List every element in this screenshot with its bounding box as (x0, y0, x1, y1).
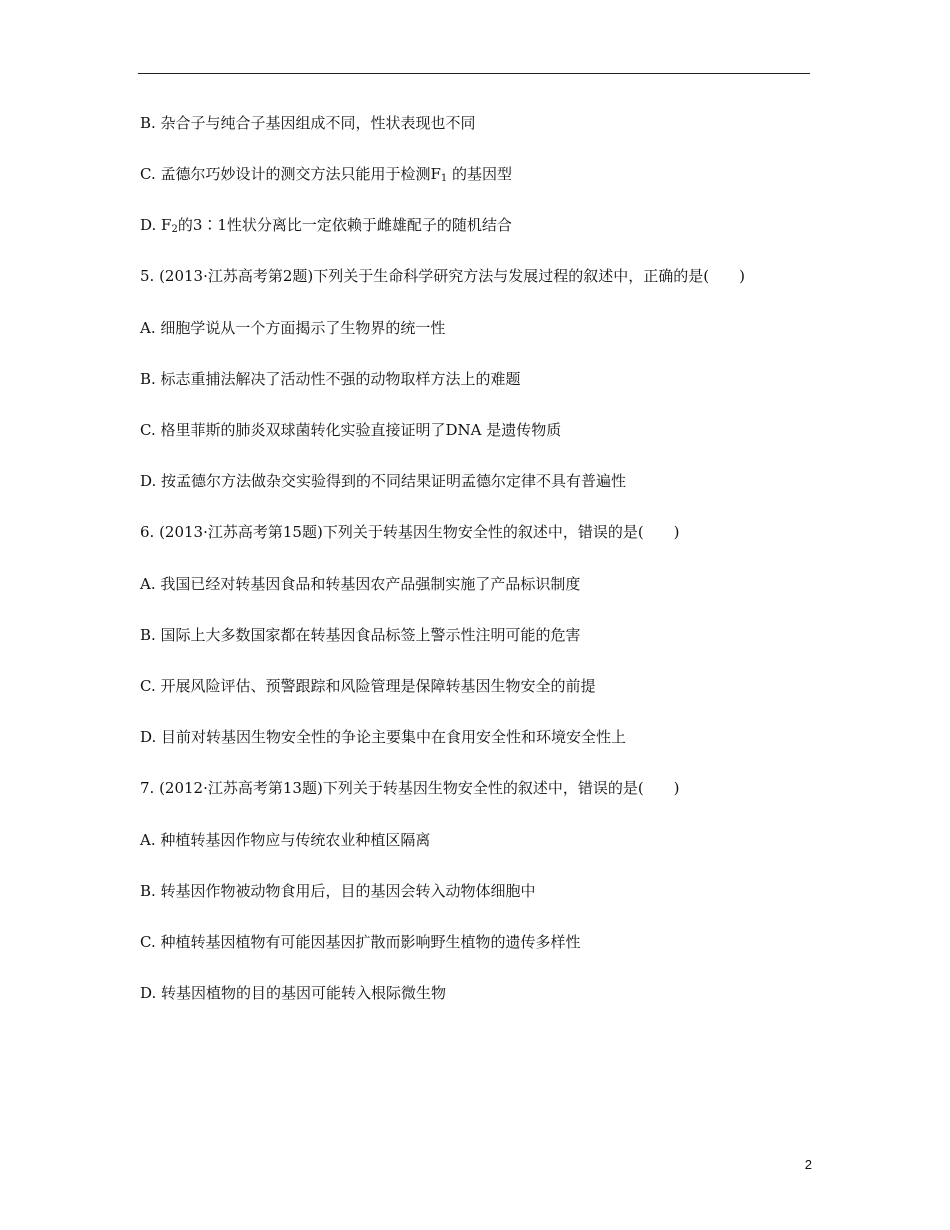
option-5d: D. 按孟德尔方法做杂交实验得到的不同结果证明孟德尔定律不具有普遍性 (140, 472, 627, 490)
option-7b: B. 转基因作物被动物食用后，目的基因会转入动物体细胞中 (140, 882, 536, 900)
page-number: 2 (804, 1157, 812, 1172)
subscript: 1 (440, 173, 448, 184)
question-7: 7. (2012·江苏高考第13题)下列关于转基因生物安全性的叙述中，错误的是( ) (140, 779, 680, 797)
option-7c: C. 种植转基因植物有可能因基因扩散而影响野生植物的遗传多样性 (140, 933, 581, 951)
option-6b: B. 国际上大多数国家都在转基因食品标签上警示性注明可能的危害 (140, 626, 581, 644)
header-rule (138, 73, 810, 74)
option-7d: D. 转基因植物的目的基因可能转入根际微生物 (140, 984, 447, 1002)
option-6c: C. 开展风险评估、预警跟踪和风险管理是保障转基因生物安全的前提 (140, 677, 596, 695)
option-6a: A. 我国已经对转基因食品和转基因农产品强制实施了产品标识制度 (140, 575, 581, 593)
option-4b: B. 杂合子与纯合子基因组成不同，性状表现也不同 (140, 114, 476, 132)
question-5: 5. (2013·江苏高考第2题)下列关于生命科学研究方法与发展过程的叙述中，正确的是( ) (140, 267, 745, 285)
option-7a: A. 种植转基因作物应与传统农业种植区隔离 (140, 831, 431, 849)
question-6: 6. (2013·江苏高考第15题)下列关于转基因生物安全性的叙述中，错误的是( ) (140, 523, 680, 541)
option-4d-text: D. F (140, 216, 172, 234)
option-4c-text: C. 孟德尔巧妙设计的测交方法只能用于检测F (140, 165, 441, 183)
option-4d-text-end: 的3∶1性状分离比一定依赖于雌雄配子的随机结合 (177, 216, 512, 234)
option-4c (140, 164, 820, 184)
option-5c: C. 格里菲斯的肺炎双球菌转化实验直接证明了DNA 是遗传物质 (140, 421, 562, 439)
option-4c-text-end: 的基因型 (447, 165, 513, 183)
option-6d: D. 目前对转基因生物安全性的争论主要集中在食用安全性和环境安全性上 (140, 728, 627, 746)
option-5b: B. 标志重捕法解决了活动性不强的动物取样方法上的难题 (140, 370, 521, 388)
option-4d (140, 215, 820, 235)
subscript: 2 (171, 224, 178, 235)
option-5a: A. 细胞学说从一个方面揭示了生物界的统一性 (140, 319, 446, 337)
